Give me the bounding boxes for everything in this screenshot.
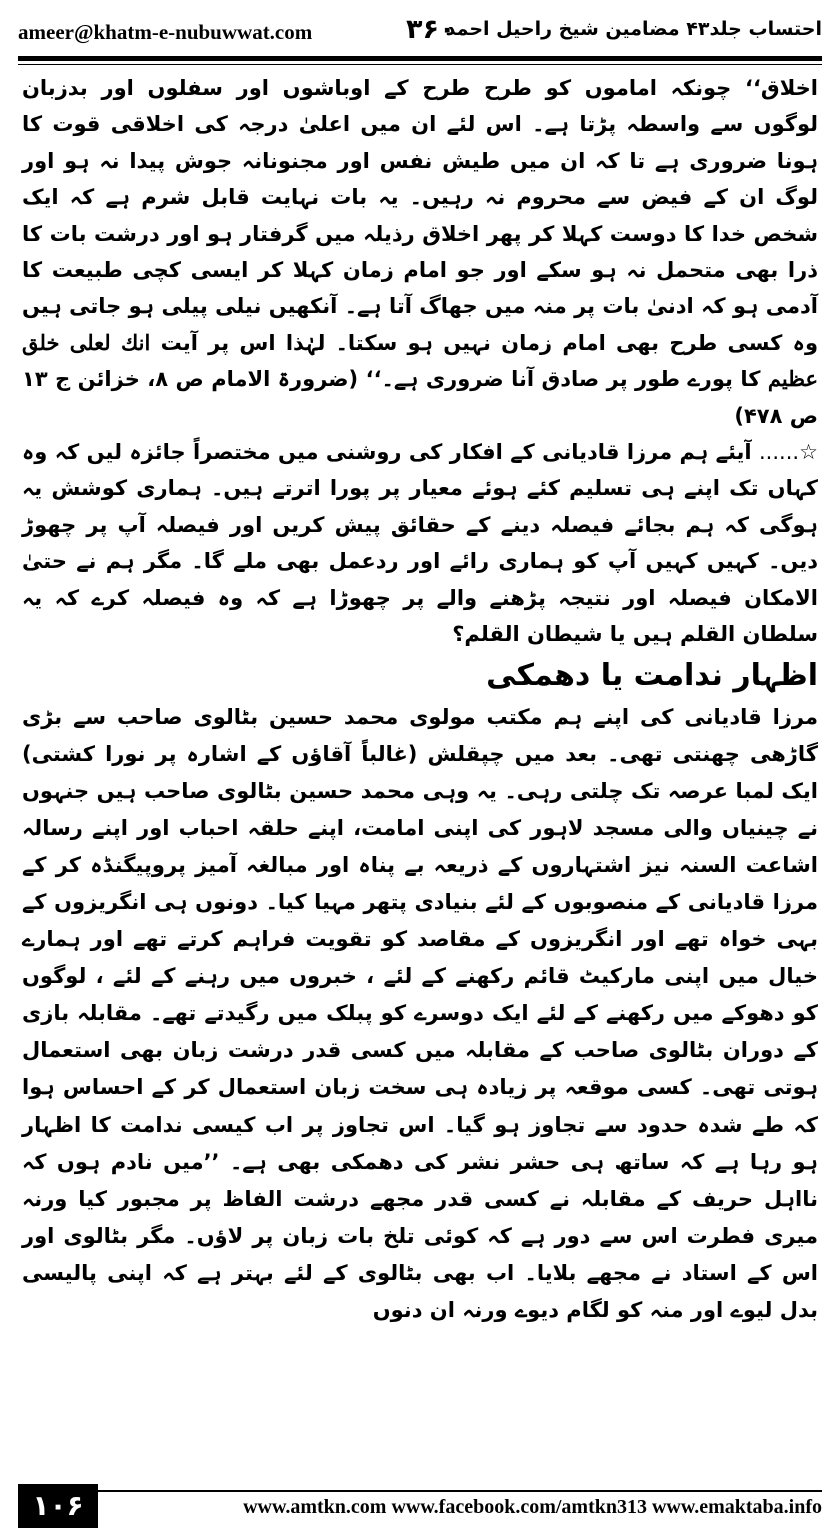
paragraph-section: مرزا قادیانی کی اپنے ہم مکتب مولوی محمد حسین بٹالوی صاحب سے بڑی گاڑھی چھنتی تھی۔ بعد میں چپقلش (غالباً آقاؤں کے اشارہ پر نورا کشتی) ایک لمبا عرصہ تک چلتی رہی۔ یہ وہی محمد حسین بٹالوی صاحب ہیں جنہوں نے چینیاں والی مسجد لاہور کی اپنی امامت، اپنے حلقہ احباب اور اپنے رسالہ اشاعت السنہ نیز اشتہاروں کے ذریعہ بے پناہ اور مبالغہ آمیز پروپیگنڈہ کر کے مرزا قادیانی کے منصوبوں کے لئے بنیادی پتھر مہیا کیا۔ دونوں ہی انگریزوں کے بہی خواہ تھے اور انگریزوں کے مقاصد کو تقویت فراہم کرتے تھے اور ہمارے خیال میں اپنی مارکیٹ قائم رکھنے کے لئے ، خبروں میں رہنے کے لئے ، لوگوں کو دھوکے میں رکھنے کے لئے ایک دوسرے کو پبلک میں رگیدتے تھے۔ مقابلہ بازی کے دوران بٹالوی صاحب کے مقابلہ میں کسی قدر درشت زبان بھی استعمال ہوتی تھی۔ کسی موقعہ پر زیادہ ہی سخت زبان استعمال کر کے احساس ہوا کہ طے شدہ حدود سے تجاوز ہو گیا۔ اس تجاوز پر اب کیسی ندامت کا اظہار ہو رہا ہے کہ ساتھ ہی حشر نشر کی دھمکی بھی ہے۔ ’’میں نادم ہوں کہ نااہل حریف کے مقابلہ نے کسی قدر مجھے درشت الفاظ پر مجبور کیا ورنہ میری فطرت اس سے دور ہے کہ کوئی تلخ بات زبان پر لاؤں۔ مگر بٹالوی اور اس کے استاد نے مجھے بلایا۔ اب بھی بٹالوی کے لئے بہتر ہے کہ اپنی پالیسی بدل لیوے اور منہ کو لگام دیوے ورنہ ان دنوں (22, 704, 818, 1322)
header-email: ameer@khatm-e-nubuwwat.com (18, 20, 313, 44)
header-page-number: ۳۶۰ (406, 14, 456, 45)
page-body (22, 70, 818, 1329)
page-footer (18, 1490, 822, 1528)
paragraph-quote-text: اخلاق‘‘ چونکہ اماموں کو طرح طرح کے اوباشوں اور سفلوں اور بدزبان لوگوں سے واسطہ پڑتا ہے۔ اس لئے ان میں اعلیٰ درجہ کی اخلاقی قوت کا ہونا ضروری ہے تا کہ ان میں طیش نفس اور مجنونانہ جوش پیدا نہ ہو اور لوگ ان کے فیض سے محروم نہ رہیں۔ یہ بات نہایت قابل شرم ہے کہ ایک شخص خدا کا دوست کہلا کر پھر اخلاق رذیلہ میں گرفتار ہو اور درشت بات کا ذرا بھی متحمل نہ ہو سکے اور جو امام زمان کہلا کر ایسی کچی طبیعت کا آدمی ہو کہ ادنیٰ بات پر منہ میں جھاگ آتا ہے۔ آنکھیں نیلی پیلی ہو جاتی ہیں وہ کسی طرح بھی امام زمان نہیں ہو سکتا۔ لہٰذا اس پر آیت (22, 76, 819, 355)
citation: (ضرورۃ الامام ص ۸، خزائن ج ۱۳ ص ۴۷۸) (22, 367, 818, 428)
quran-ayah: انك لعلی خلق عظیم (22, 329, 818, 392)
page-header (18, 14, 822, 48)
header-title: احتساب جلد۴۳ مضامین شیخ راحیل احمد (445, 18, 822, 40)
paragraph-intro (22, 434, 818, 652)
star-marker: ☆...... (759, 440, 819, 465)
header-rule-thin (18, 64, 822, 65)
paragraph-intro-text: آیئے ہم مرزا قادیانی کے افکار کی روشنی میں مختصراً جائزہ لیں کہ وہ کہاں تک اپنے ہی تسلیم کئے ہوئے معیار پر پورا اترتے ہیں۔ ہماری کوشش یہ ہوگی کہ ہم بجائے فیصلہ دینے کے حقائق پیش کریں اور فیصلہ آپ پر چھوڑ دیں۔ کہیں کہیں آپ کو ہماری رائے اور ردعمل بھی ملے گا۔ مگر ہم نے حتیٰ الامکان فیصلہ اور نتیجہ پڑھنے والے پر چھوڑا ہے کہ وہ فیصلہ کرے کہ یہ سلطان القلم ہیں یا شیطان القلم؟ (22, 440, 818, 647)
footer-page-number: ۱۰۶ (18, 1484, 98, 1528)
paragraph-quote (22, 70, 818, 434)
footer-urls: www.amtkn.com www.facebook.com/amtkn313 www.emaktaba.info (243, 1496, 822, 1518)
header-rule (18, 56, 822, 61)
section-heading: اظہار ندامت یا دھمکی (486, 657, 818, 693)
paragraph-quote-end: کا پورے طور پر صادق آنا ضروری ہے۔‘‘ (365, 367, 761, 392)
